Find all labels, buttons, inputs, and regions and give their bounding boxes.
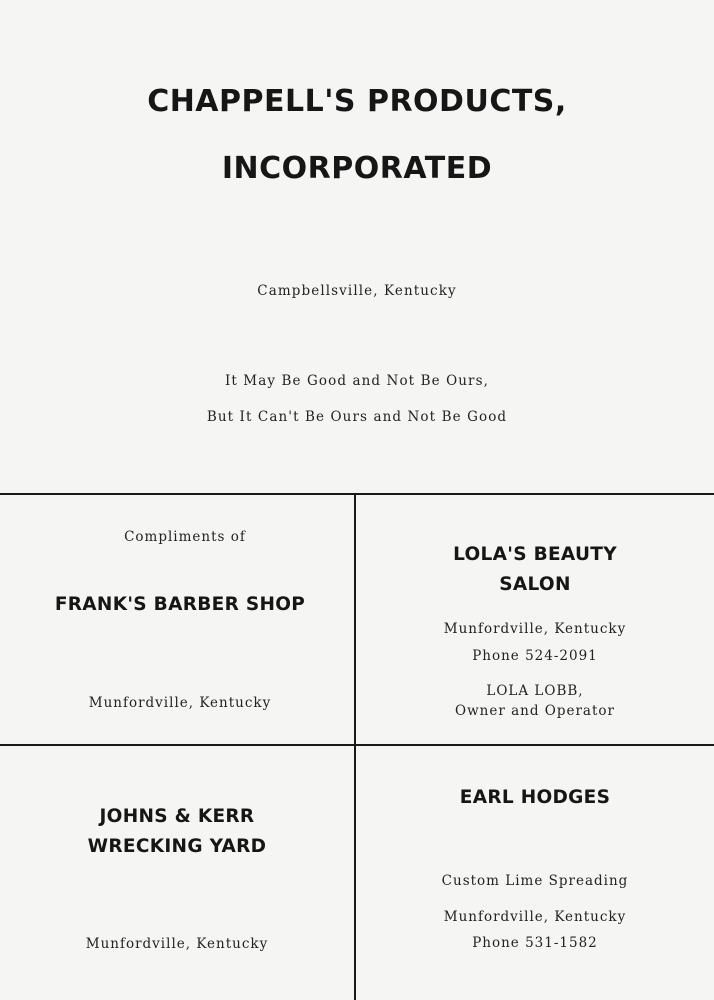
earl-name: EARL HODGES bbox=[459, 787, 611, 808]
ad-slogan-line1: It May Be Good and Not Be Ours, bbox=[224, 373, 490, 389]
ad-location: Campbellsville, Kentucky bbox=[257, 283, 457, 299]
lolas-phone: Phone 524-2091 bbox=[472, 648, 598, 664]
earl-service: Custom Lime Spreading bbox=[441, 873, 629, 889]
lolas-name-line2: SALON bbox=[499, 574, 571, 595]
lolas-owner-line1: LOLA LOBB, bbox=[486, 683, 584, 699]
johns-kerr-name-line1: JOHNS & KERR bbox=[99, 806, 255, 827]
earl-location: Munfordville, Kentucky bbox=[443, 909, 627, 925]
lolas-location: Munfordville, Kentucky bbox=[443, 621, 627, 637]
ad-title-line1: CHAPPELL'S PRODUCTS, bbox=[147, 84, 567, 119]
earl-hodges-ad bbox=[356, 746, 714, 1000]
lolas-beauty-salon-ad bbox=[356, 495, 714, 744]
chappells-ad bbox=[0, 0, 714, 495]
johns-kerr-location: Munfordville, Kentucky bbox=[85, 936, 269, 952]
lolas-name-line1: LOLA'S BEAUTY bbox=[453, 544, 617, 565]
ad-slogan-line2: But It Can't Be Ours and Not Be Good bbox=[206, 409, 508, 425]
franks-location: Munfordville, Kentucky bbox=[88, 695, 272, 711]
johns-kerr-wrecking-yard-ad bbox=[0, 746, 354, 1000]
earl-phone: Phone 531-1582 bbox=[472, 935, 598, 951]
ad-title-line2: INCORPORATED bbox=[221, 151, 493, 186]
franks-barber-shop-ad bbox=[0, 495, 354, 744]
franks-name: FRANK'S BARBER SHOP bbox=[54, 594, 306, 615]
johns-kerr-name-line2: WRECKING YARD bbox=[87, 836, 267, 857]
compliments-text: Compliments of bbox=[124, 529, 246, 545]
lolas-owner-line2: Owner and Operator bbox=[455, 703, 615, 719]
